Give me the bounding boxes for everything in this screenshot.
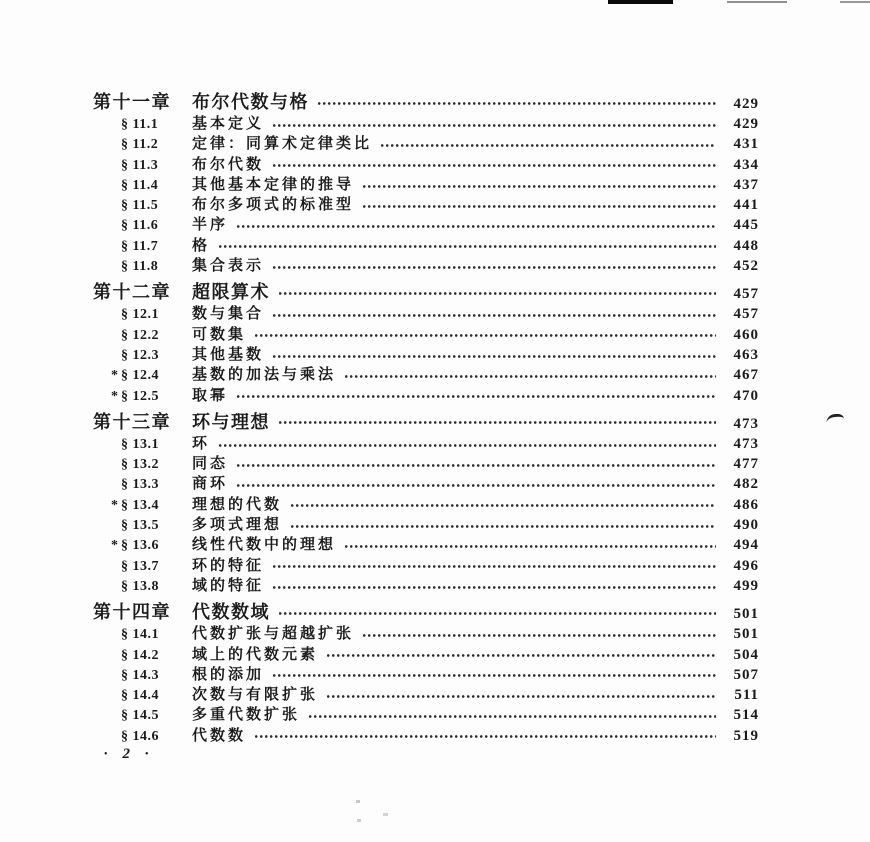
chapter-row bbox=[93, 88, 759, 112]
section-row bbox=[93, 323, 759, 343]
scan-speckle bbox=[357, 819, 361, 822]
section-row bbox=[93, 493, 759, 513]
page-number: 452 bbox=[733, 258, 759, 275]
section-row bbox=[93, 622, 759, 642]
section-row bbox=[93, 254, 759, 274]
section-number: § 14.5 bbox=[121, 708, 159, 724]
page-number: 429 bbox=[733, 116, 759, 132]
section-row bbox=[93, 343, 759, 363]
chapter-title: 代数数域 bbox=[192, 602, 270, 623]
section-title: 半序 bbox=[192, 217, 229, 234]
section-row bbox=[93, 112, 759, 132]
page-number: 431 bbox=[733, 136, 759, 153]
chapter-title: 超限算术 bbox=[192, 282, 270, 303]
section-number: § 11.8 bbox=[121, 259, 159, 275]
dot-leader bbox=[318, 102, 716, 105]
section-row bbox=[93, 533, 759, 553]
star-marker: * bbox=[111, 368, 118, 384]
dot-leader bbox=[279, 421, 716, 424]
section-row bbox=[93, 452, 759, 472]
dot-leader bbox=[345, 545, 716, 548]
dot-leader bbox=[219, 444, 716, 447]
page-number: 514 bbox=[733, 707, 759, 724]
table-of-contents bbox=[93, 84, 759, 744]
section-title: 格 bbox=[192, 237, 211, 254]
chapter-number: 第十四章 bbox=[93, 602, 171, 623]
page-number: 460 bbox=[733, 326, 759, 343]
section-title: 其他基数 bbox=[192, 346, 265, 363]
page-number: 473 bbox=[733, 415, 759, 432]
dot-leader bbox=[363, 185, 716, 188]
section-row bbox=[93, 234, 759, 254]
page-number: 501 bbox=[733, 626, 759, 643]
dot-leader bbox=[327, 654, 716, 657]
dot-leader bbox=[255, 735, 716, 738]
section-number: § 13.5 bbox=[121, 518, 159, 534]
section-row bbox=[93, 643, 759, 663]
dot-leader bbox=[273, 586, 716, 589]
section-row bbox=[93, 683, 759, 703]
page-number: 504 bbox=[733, 646, 759, 663]
page-number: 473 bbox=[733, 435, 759, 452]
section-title: 布尔多项式的标准型 bbox=[192, 197, 355, 214]
dot-leader bbox=[291, 504, 716, 507]
dot-leader bbox=[255, 334, 716, 337]
dot-leader bbox=[237, 225, 716, 228]
page-number: 429 bbox=[733, 96, 759, 112]
dot-leader bbox=[363, 634, 716, 637]
section-title: 理想的代数 bbox=[192, 496, 283, 513]
page-number: 519 bbox=[733, 727, 759, 744]
section-row bbox=[93, 363, 759, 383]
footer-bullet-left: • bbox=[104, 748, 108, 760]
section-title: 集合表示 bbox=[192, 258, 265, 275]
dot-leader bbox=[219, 245, 716, 248]
section-title: 环的特征 bbox=[192, 557, 265, 574]
page-number: 445 bbox=[733, 217, 759, 234]
section-title: 环 bbox=[192, 435, 211, 452]
chapter-title: 布尔代数与格 bbox=[192, 92, 309, 112]
section-row bbox=[93, 472, 759, 492]
section-number: § 14.6 bbox=[121, 728, 159, 744]
chapter-row bbox=[93, 408, 759, 432]
page-number: 482 bbox=[733, 476, 759, 493]
section-row bbox=[93, 213, 759, 233]
scan-artifact-bar bbox=[840, 1, 870, 3]
dot-leader bbox=[381, 144, 716, 147]
section-number: § 13.4 bbox=[121, 497, 159, 513]
section-number: § 12.2 bbox=[121, 327, 159, 343]
section-title: 定律：同算术定律类比 bbox=[192, 136, 373, 153]
star-marker: * bbox=[111, 538, 118, 554]
section-number: § 12.1 bbox=[121, 307, 159, 323]
dot-leader bbox=[327, 695, 716, 698]
section-title: 多项式理想 bbox=[192, 517, 283, 534]
scan-artifact-bar bbox=[608, 0, 673, 4]
section-number: § 11.4 bbox=[121, 177, 159, 193]
section-row bbox=[93, 574, 759, 594]
section-number: § 11.2 bbox=[121, 137, 159, 153]
page-number: 467 bbox=[733, 367, 759, 384]
section-title: 数与集合 bbox=[192, 306, 265, 323]
page-number: 499 bbox=[733, 577, 759, 594]
dot-leader bbox=[273, 355, 716, 358]
dot-leader bbox=[273, 314, 716, 317]
chapter-row bbox=[93, 278, 759, 302]
scan-artifact-mark bbox=[826, 413, 845, 424]
section-title: 同态 bbox=[192, 456, 229, 473]
section-row bbox=[93, 432, 759, 452]
section-row bbox=[93, 173, 759, 193]
section-title: 代数扩张与超越扩张 bbox=[192, 626, 355, 643]
footer-bullet-right: • bbox=[145, 748, 149, 760]
page-number: 457 bbox=[733, 286, 759, 303]
section-row bbox=[93, 513, 759, 533]
section-title: 域上的代数元素 bbox=[192, 646, 319, 663]
section-number: § 11.7 bbox=[121, 238, 159, 254]
dot-leader bbox=[279, 612, 716, 615]
section-number: § 13.2 bbox=[121, 457, 159, 473]
page-number: 477 bbox=[733, 456, 759, 473]
section-row bbox=[93, 724, 759, 744]
star-marker: * bbox=[111, 388, 118, 404]
section-title: 商环 bbox=[192, 476, 229, 493]
dot-leader bbox=[273, 164, 716, 167]
section-title: 多重代数扩张 bbox=[192, 707, 301, 724]
section-title: 基本定义 bbox=[192, 116, 265, 132]
page-number: 496 bbox=[733, 557, 759, 574]
dot-leader bbox=[273, 266, 716, 269]
section-number: § 11.6 bbox=[121, 218, 159, 234]
section-row bbox=[93, 153, 759, 173]
page-number: 486 bbox=[733, 496, 759, 513]
dot-leader bbox=[237, 484, 716, 487]
page-number: 494 bbox=[733, 537, 759, 554]
section-row bbox=[93, 384, 759, 404]
section-number: § 12.5 bbox=[121, 388, 159, 404]
page-number: 434 bbox=[733, 156, 759, 173]
scan-speckle bbox=[383, 813, 388, 816]
section-number: § 12.4 bbox=[121, 368, 159, 384]
chapter-number: 第十一章 bbox=[93, 92, 171, 112]
section-title: 代数数 bbox=[192, 727, 247, 744]
dot-leader bbox=[273, 565, 716, 568]
section-title: 可数集 bbox=[192, 326, 247, 343]
page-number: 441 bbox=[733, 197, 759, 214]
chapter-number: 第十三章 bbox=[93, 411, 171, 432]
section-row bbox=[93, 703, 759, 723]
section-title: 域的特征 bbox=[192, 577, 265, 594]
section-title: 其他基本定律的推导 bbox=[192, 176, 355, 193]
page-number: 490 bbox=[733, 517, 759, 534]
section-number: § 13.8 bbox=[121, 578, 159, 594]
section-number: § 14.1 bbox=[121, 627, 159, 643]
section-row bbox=[93, 302, 759, 322]
dot-leader bbox=[291, 525, 716, 528]
scan-artifact-bar bbox=[727, 1, 787, 3]
dot-leader bbox=[273, 124, 716, 127]
section-title: 布尔代数 bbox=[192, 156, 265, 173]
dot-leader bbox=[363, 205, 716, 208]
section-title: 根的添加 bbox=[192, 666, 265, 683]
section-row bbox=[93, 663, 759, 683]
section-number: § 13.7 bbox=[121, 558, 159, 574]
section-number: § 11.1 bbox=[121, 117, 159, 132]
dot-leader bbox=[309, 715, 716, 718]
page-number: 457 bbox=[733, 306, 759, 323]
footer-page-number: 2 bbox=[122, 746, 131, 762]
chapter-number: 第十二章 bbox=[93, 282, 171, 303]
section-row bbox=[93, 554, 759, 574]
section-number: § 13.6 bbox=[121, 538, 159, 554]
section-number: § 13.3 bbox=[121, 477, 159, 493]
page-number: 437 bbox=[733, 176, 759, 193]
dot-leader bbox=[237, 464, 716, 467]
section-title: 次数与有限扩张 bbox=[192, 687, 319, 704]
chapter-title: 环与理想 bbox=[192, 411, 270, 432]
section-row bbox=[93, 132, 759, 152]
section-number: § 14.3 bbox=[121, 667, 159, 683]
dot-leader bbox=[279, 292, 716, 295]
scan-speckle bbox=[356, 800, 360, 803]
chapter-row bbox=[93, 598, 759, 622]
dot-leader bbox=[237, 395, 716, 398]
dot-leader bbox=[273, 674, 716, 677]
page-number: 511 bbox=[734, 687, 759, 704]
section-number: § 14.2 bbox=[121, 647, 159, 663]
section-row bbox=[93, 193, 759, 213]
section-number: § 11.5 bbox=[121, 198, 159, 214]
page-number: 507 bbox=[733, 666, 759, 683]
page-number: 463 bbox=[733, 346, 759, 363]
star-marker: * bbox=[111, 497, 118, 513]
section-title: 基数的加法与乘法 bbox=[192, 367, 337, 384]
page-number: 501 bbox=[733, 606, 759, 623]
page-number: 470 bbox=[733, 387, 759, 404]
dot-leader bbox=[345, 375, 716, 378]
section-number: § 13.1 bbox=[121, 436, 159, 452]
page-footer bbox=[104, 746, 149, 763]
section-number: § 14.4 bbox=[121, 688, 159, 704]
section-title: 线性代数中的理想 bbox=[192, 537, 337, 554]
section-title: 取幂 bbox=[192, 387, 229, 404]
page-number: 448 bbox=[733, 237, 759, 254]
section-number: § 12.3 bbox=[121, 347, 159, 363]
section-number: § 11.3 bbox=[121, 157, 159, 173]
